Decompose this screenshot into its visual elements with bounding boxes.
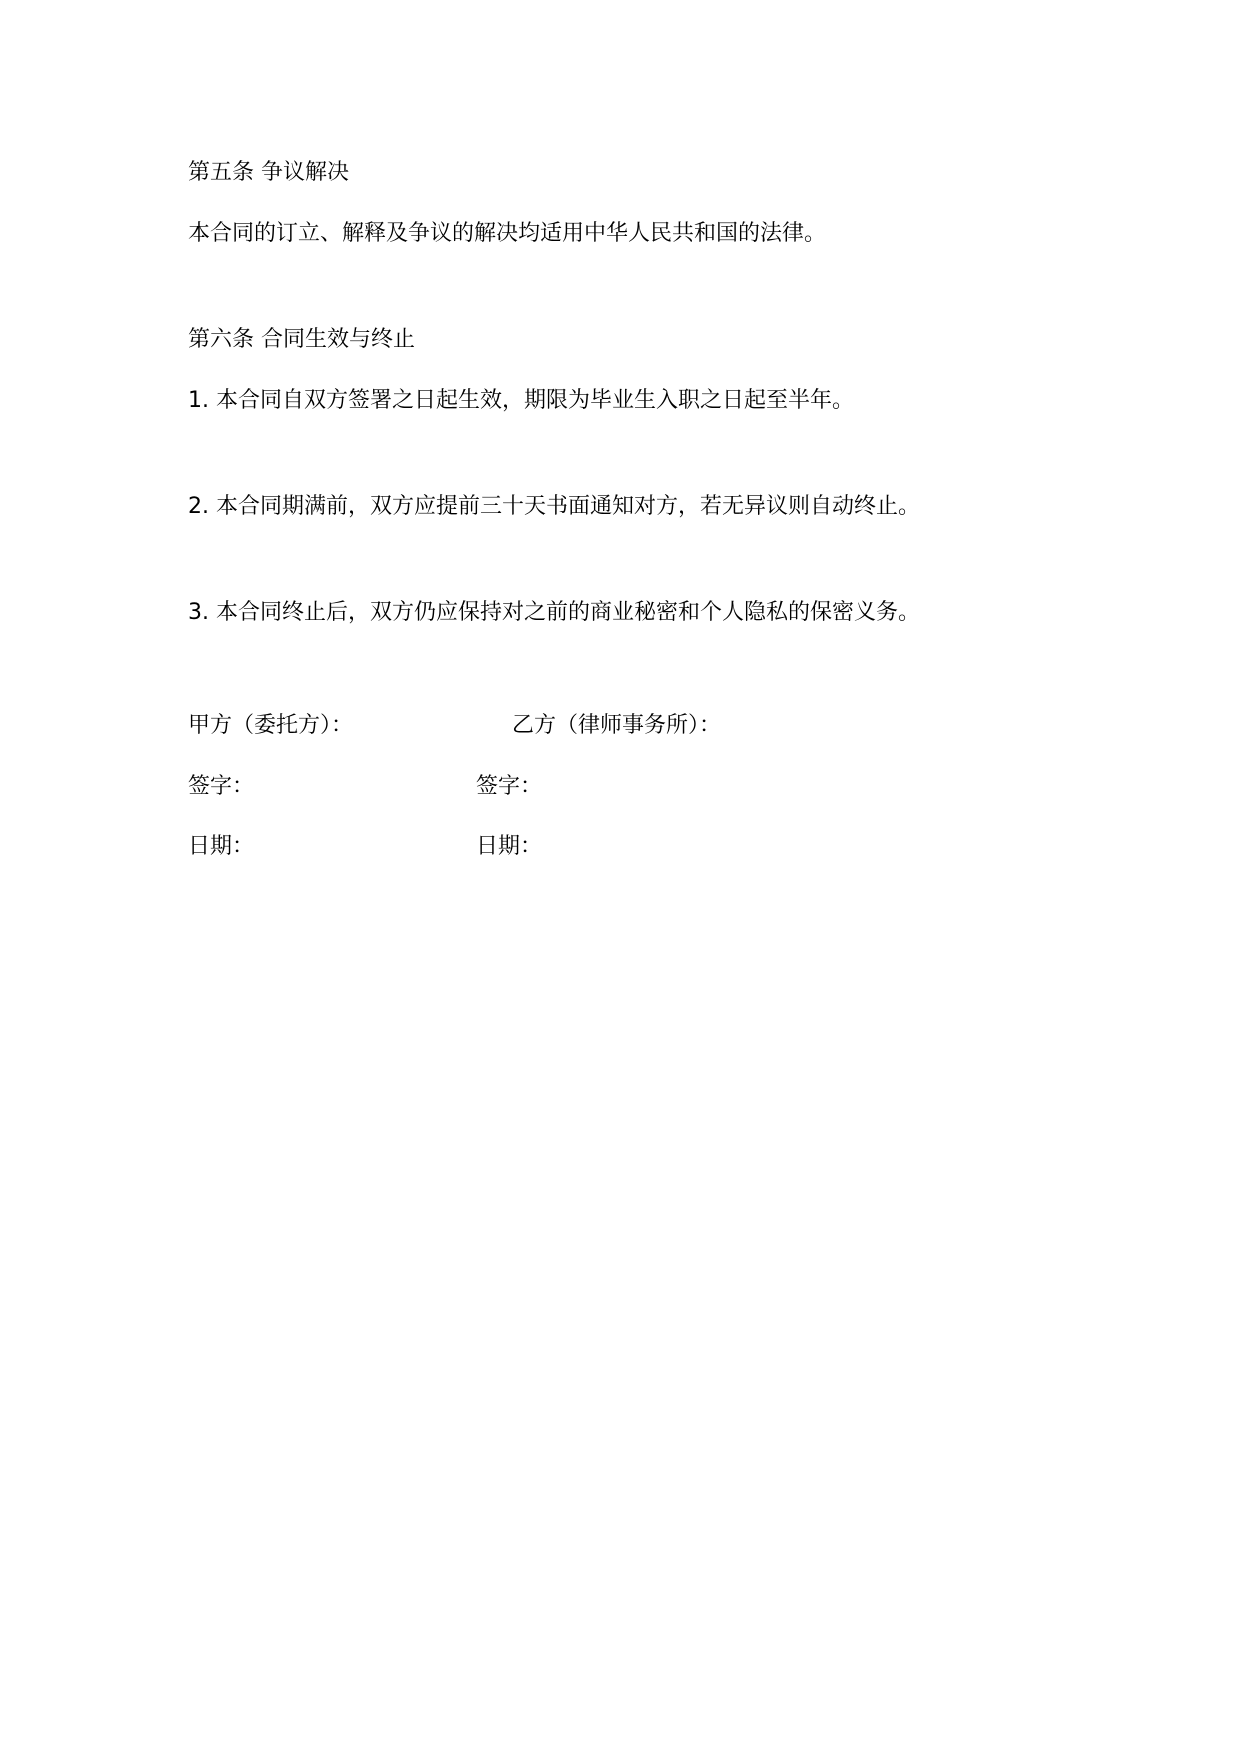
section6-heading: 第六条 合同生效与终止 xyxy=(188,327,415,352)
party-a-sign-label: 签字： xyxy=(188,774,255,799)
section5-body: 本合同的订立、解释及争议的解决均适用中华人民共和国的法律。 xyxy=(188,221,827,246)
section6-item-3: 3. 本合同终止后，双方仍应保持对之前的商业秘密和个人隐私的保密义务。 xyxy=(188,600,920,625)
party-b-label: 乙方（律师事务所）： xyxy=(512,713,722,738)
section6-item-2: 2. 本合同期满前，双方应提前三十天书面通知对方，若无异议则自动终止。 xyxy=(188,494,920,519)
party-b-date-label: 日期： xyxy=(476,834,543,859)
party-a-date-label: 日期： xyxy=(188,834,255,859)
party-b-sign-label: 签字： xyxy=(476,774,543,799)
party-a-label: 甲方（委托方）： xyxy=(188,713,354,738)
section6-item-1: 1. 本合同自双方签署之日起生效，期限为毕业生入职之日起至半年。 xyxy=(188,388,854,413)
section5-heading: 第五条 争议解决 xyxy=(188,160,349,185)
